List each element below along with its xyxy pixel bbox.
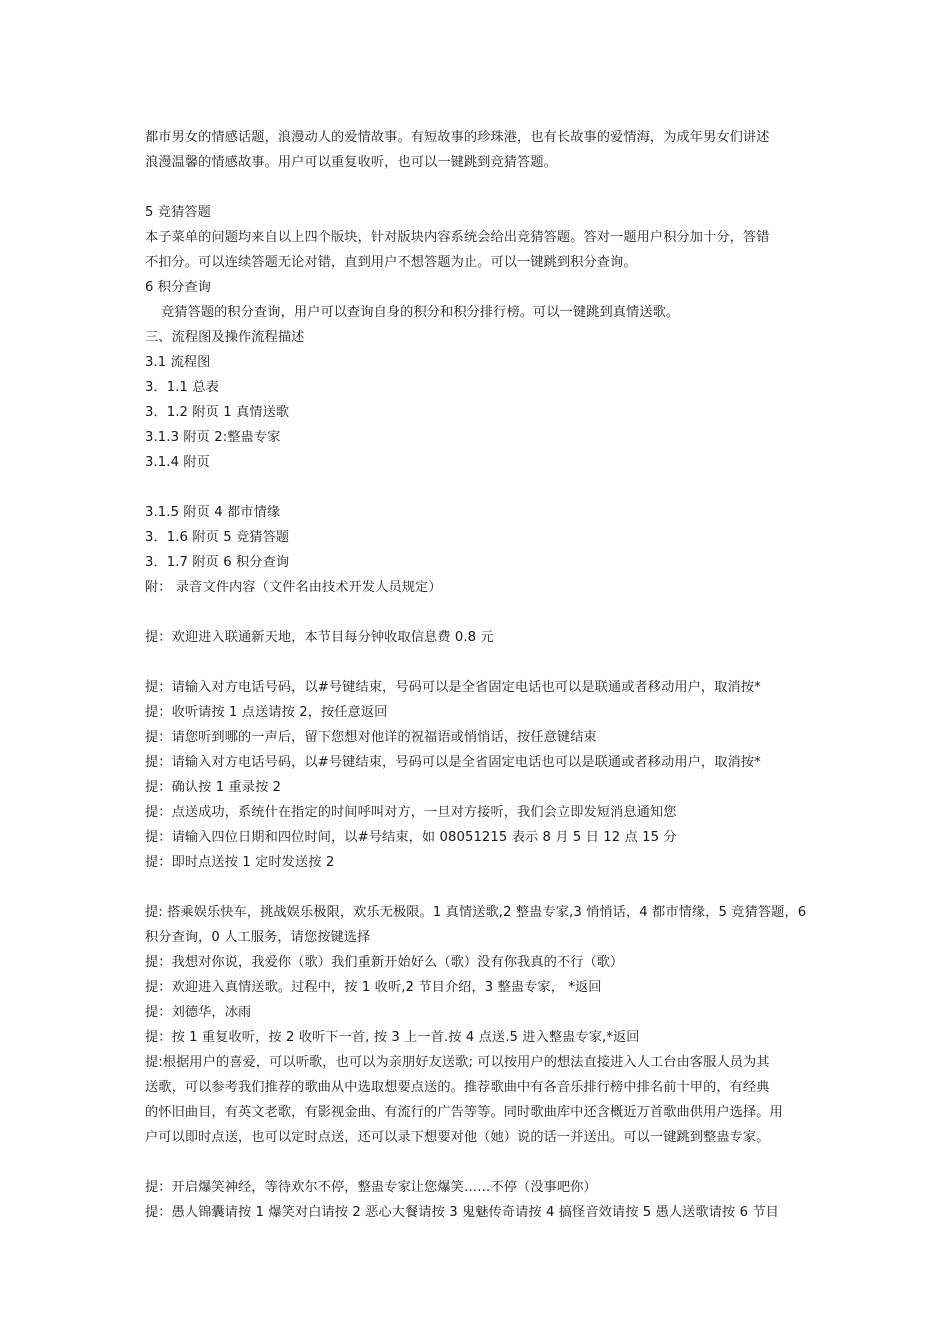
body-text-line: 本子菜单的问题均来自以上四个版块，针对版块内容系统会给出竞猜答题。答对一题用户积分加十分，答错	[145, 230, 770, 245]
body-text-line: 不扣分。可以连续答题无论对错，直到用户不想答题为止。可以一键跳到积分查询。	[145, 255, 637, 270]
subsection-heading: 3.1.3 附页 2:整蛊专家	[145, 430, 281, 445]
prompt-line: 提：刘德华，冰雨	[145, 1005, 252, 1020]
prompt-line: 提: 搭乘娱乐快车，挑战娱乐极限，欢乐无极限。1 真情送歌,2 整蛊专家,3 悄悄话，4 都市情缘，5 竞猜答题，6	[145, 905, 807, 920]
prompt-line: 提：请输入四位日期和四位时间，以#号结束，如 08051215 表示 8 月 5 日 12 点 15 分	[145, 830, 677, 845]
body-text-line: 的怀旧曲目，有英文老歌，有影视金曲、有流行的广告等等。同时歌曲库中还含概近万首歌曲供用户选择。用	[145, 1105, 783, 1120]
prompt-line: 积分查询，0 人工服务，请您按键选择	[145, 930, 371, 945]
appendix-heading: 附： 录音文件内容（文件名由技术开发人员规定）	[145, 580, 442, 595]
subsection-heading: 3.1 流程图	[145, 355, 211, 370]
subsection-heading: 3.1.4 附页	[145, 455, 210, 470]
prompt-line: 提：请您听到哪的一声后，留下您想对他详的祝福语或悄悄话，按任意键结束	[145, 730, 597, 745]
section-heading: 6 积分查询	[145, 280, 211, 295]
section-heading: 5 竞猜答题	[145, 205, 211, 220]
prompt-line: 提：即时点送按 1 定时发送按 2	[145, 855, 335, 870]
prompt-line: 提：收听请按 1 点送请按 2，按任意返回	[145, 705, 388, 720]
prompt-line: 提：按 1 重复收听，按 2 收听下一首, 按 3 上一首.按 4 点送.5 进入整蛊专家,*返回	[145, 1030, 640, 1045]
body-text-line: 竞猜答题的积分查询，用户可以查询自身的积分和积分排行榜。可以一键跳到真情送歌。	[161, 305, 680, 320]
prompt-line: 提：欢迎进入联通新天地，本节目每分钟收取信息费 0.8 元	[145, 630, 494, 645]
section-heading: 三、流程图及操作流程描述	[145, 330, 305, 345]
body-text-line: 浪漫温馨的情感故事。用户可以重复收听，也可以一键跳到竞猜答题。	[145, 155, 557, 170]
prompt-line: 提：确认按 1 重录按 2	[145, 780, 282, 795]
subsection-heading: 3．1.6 附页 5 竞猜答题	[145, 530, 290, 545]
prompt-line: 提：开启爆笑神经，等待欢尔不停，整蛊专家让您爆笑……不停（没事吧你）	[145, 1180, 597, 1195]
subsection-heading: 3.1.5 附页 4 都市情缘	[145, 505, 281, 520]
prompt-line: 提：请输入对方电话号码，以#号键结束，号码可以是全省固定电话也可以是联通或者移动用户，取消按*	[145, 755, 761, 770]
subsection-heading: 3．1.7 附页 6 积分查询	[145, 555, 290, 570]
body-text-line: 送歌，可以参考我们推荐的歌曲从中选取想要点送的。推荐歌曲中有各音乐排行榜中排名前十甲的，有经典	[145, 1080, 770, 1095]
prompt-line: 提：请输入对方电话号码，以#号键结束，号码可以是全省固定电话也可以是联通或者移动用户，取消按*	[145, 680, 761, 695]
subsection-heading: 3．1.2 附页 1 真情送歌	[145, 405, 290, 420]
prompt-line: 提：欢迎进入真情送歌。过程中，按 1 收听,2 节目介绍，3 整蛊专家， *返回	[145, 980, 602, 995]
prompt-line: 提：点送成功，系统什在指定的时间呼叫对方，一旦对方接听，我们会立即发短消息通知您	[145, 805, 677, 820]
prompt-line: 提：愚人锦囊请按 1 爆笑对白请按 2 恶心大餐请按 3 鬼魅传奇请按 4 搞怪音效请按 5 愚人送歌请按 6 节目	[145, 1205, 779, 1220]
body-text-line: 户可以即时点送，也可以定时点送，还可以录下想要对他（她）说的话一并送出。可以一键跳到整蛊专家。	[145, 1130, 770, 1145]
prompt-line: 提：我想对你说，我爱你（歌）我们重新开始好么（歌）没有你我真的不行（歌）	[145, 955, 624, 970]
body-text-line: 都市男女的情感话题，浪漫动人的爱情故事。有短故事的珍珠港，也有长故事的爱情海，为成年男女们讲述	[145, 130, 770, 145]
prompt-line: 提:根据用户的喜爱，可以听歌，也可以为亲朋好友送歌; 可以按用户的想法直接进入人工台由客服人员为其	[145, 1055, 770, 1070]
subsection-heading: 3．1.1 总表	[145, 380, 219, 395]
